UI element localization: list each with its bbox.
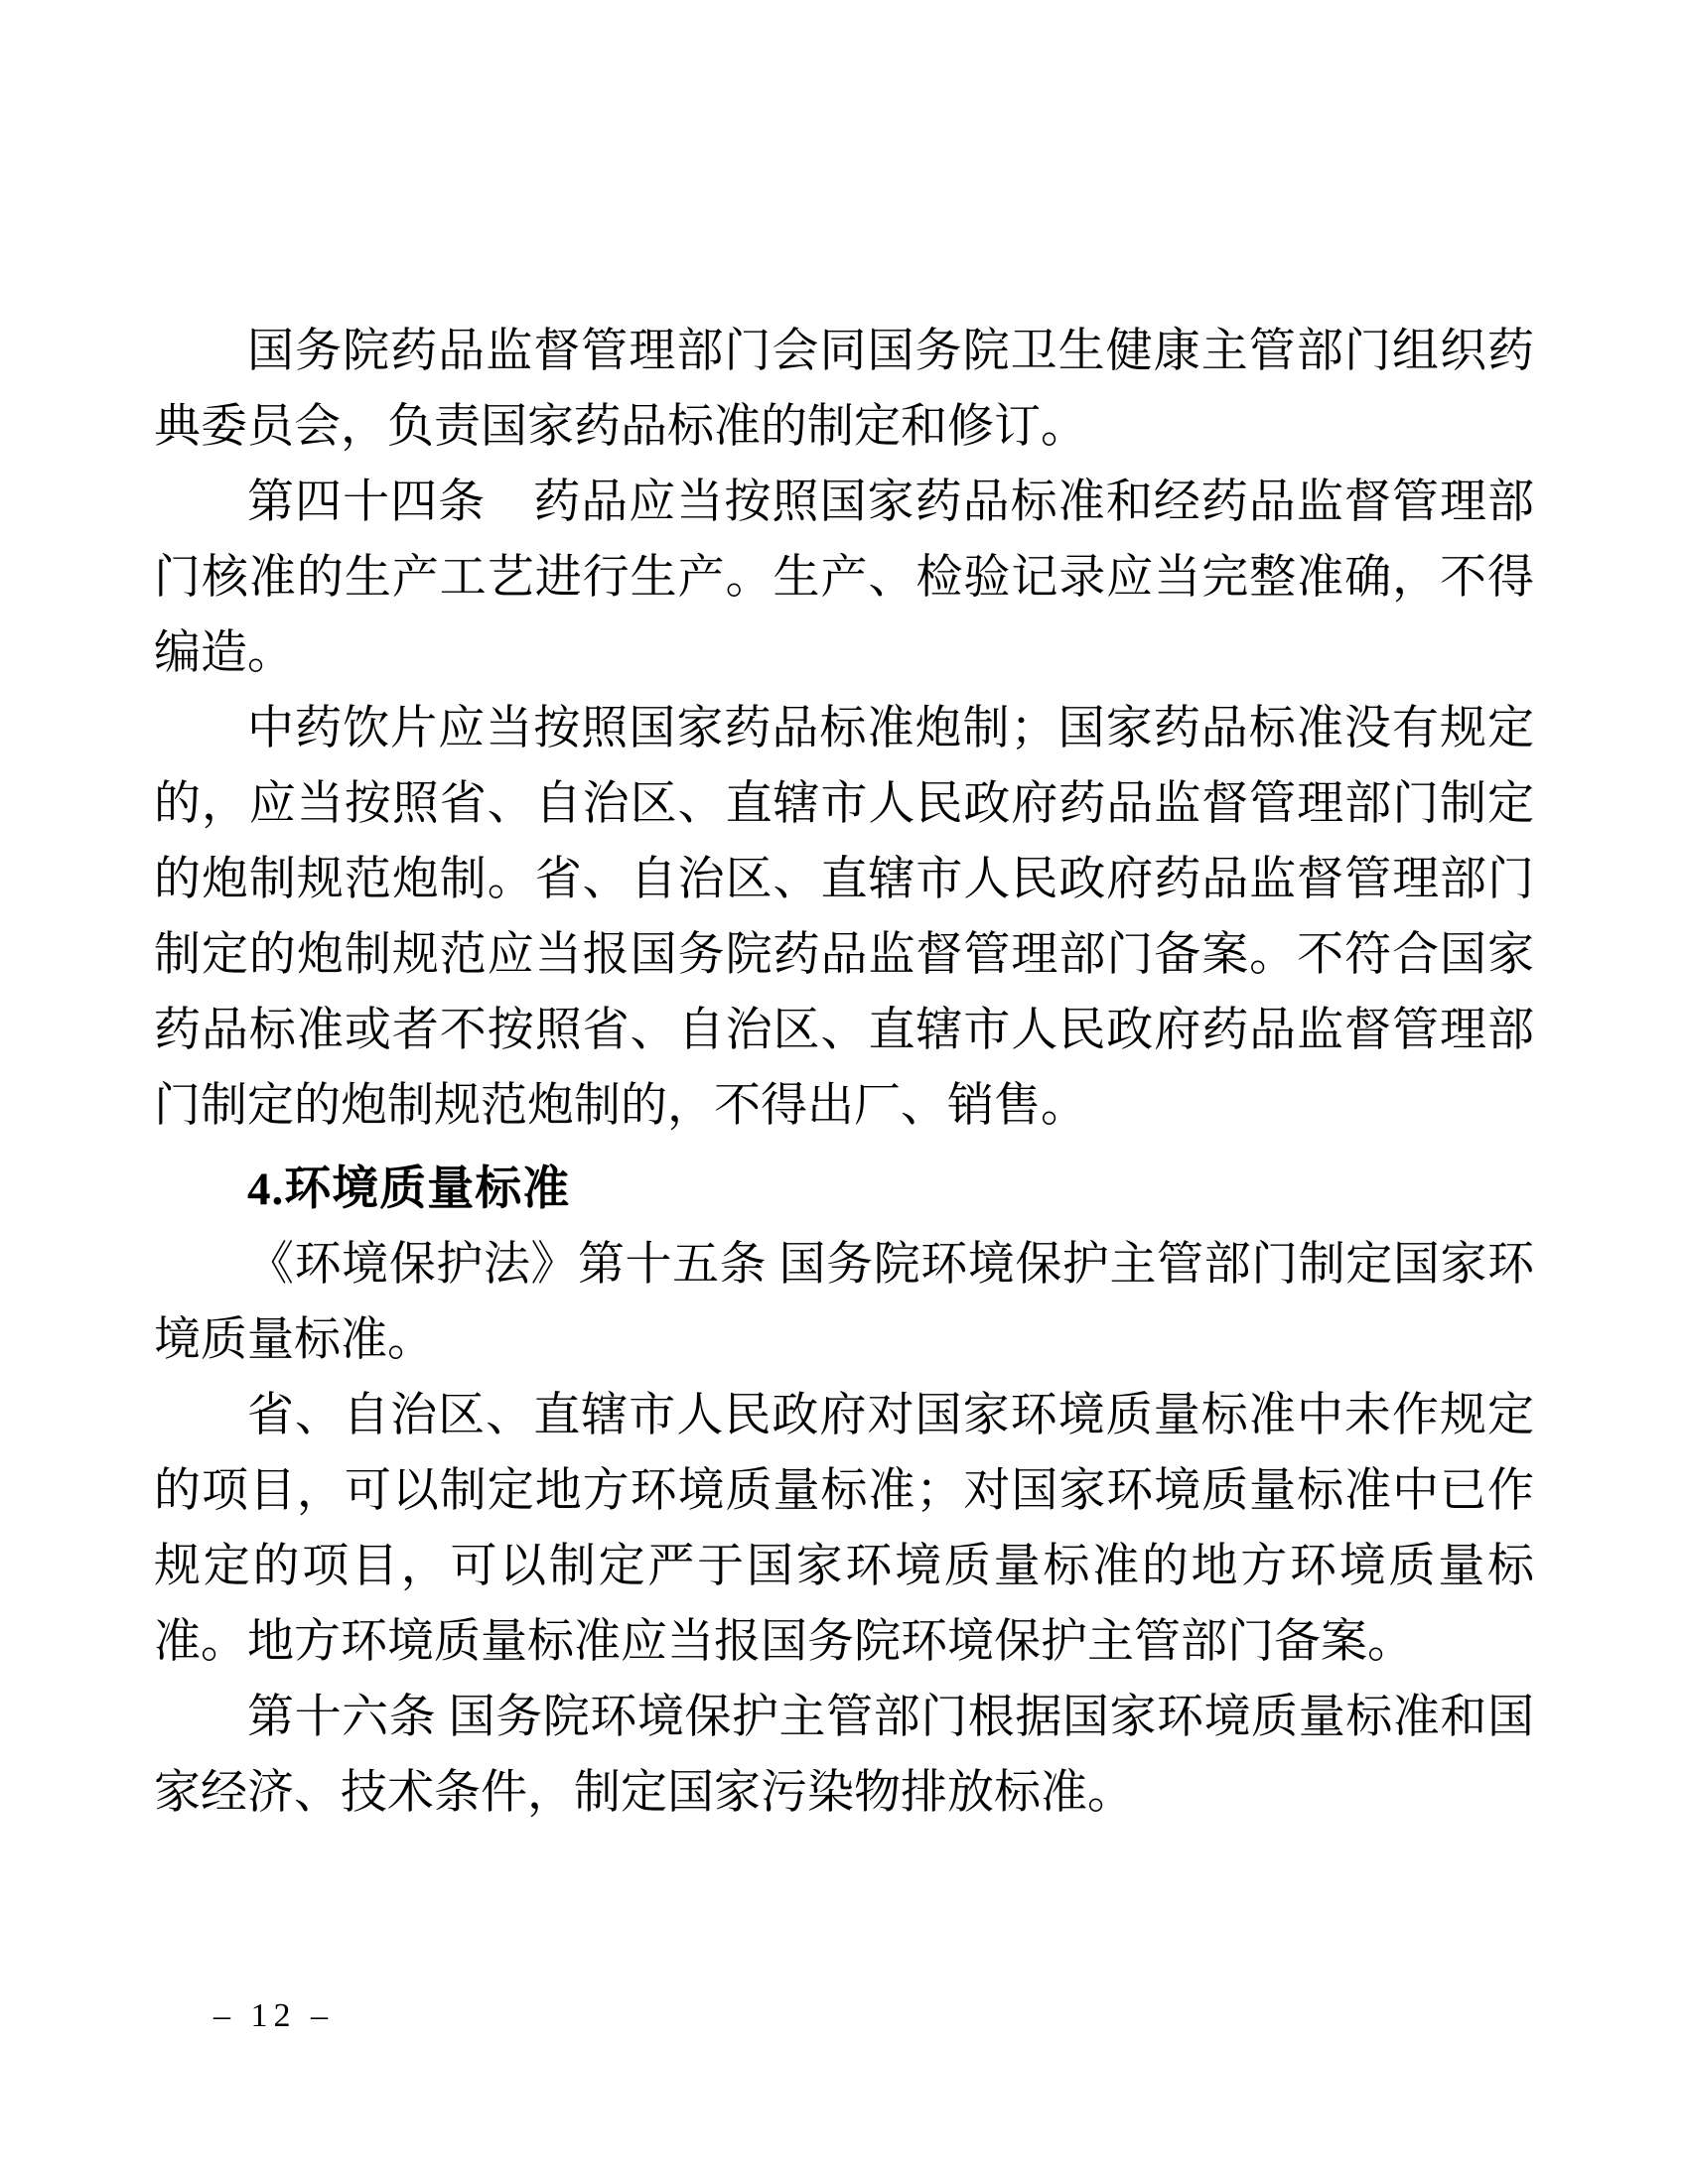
paragraph: 第四十四条 药品应当按照国家药品标准和经药品监督管理部门核准的生产工艺进行生产。生产、检验记录应当完整准确，不得编造。 — [154, 477, 1534, 679]
paragraph: 第十六条 国务院环境保护主管部门根据国家环境质量标准和国家经济、技术条件，制定国家污染物排放标准。 — [154, 1692, 1534, 1819]
page-number: – 12 – — [213, 1997, 334, 2034]
paragraph: 《环境保护法》第十五条 国务院环境保护主管部门制定国家环境质量标准。 — [154, 1239, 1534, 1366]
paragraph: 省、自治区、直辖市人民政府对国家环境质量标准中未作规定的项目，可以制定地方环境质量标准；对国家环境质量标准中已作规定的项目，可以制定严于国家环境质量标准的地方环境质量标准。地方环境质量标准应当报国务院环境保护主管部门备案。 — [154, 1390, 1534, 1668]
document-body — [154, 0, 1534, 1831]
paragraph: 中药饮片应当按照国家药品标准炮制；国家药品标准没有规定的，应当按照省、自治区、直辖市人民政府药品监督管理部门制定的炮制规范炮制。省、自治区、直辖市人民政府药品监督管理部门制定的炮制规范应当报国务院药品监督管理部门备案。不符合国家药品标准或者不按照省、自治区、直辖市人民政府药品监督管理部门制定的炮制规范炮制的，不得出厂、销售。 — [154, 703, 1534, 1132]
paragraph: 国务院药品监督管理部门会同国务院卫生健康主管部门组织药典委员会，负责国家药品标准的制定和修订。 — [154, 326, 1534, 453]
page-footer — [213, 1997, 334, 2035]
paragraph: 4.环境质量标准 — [247, 1163, 571, 1215]
